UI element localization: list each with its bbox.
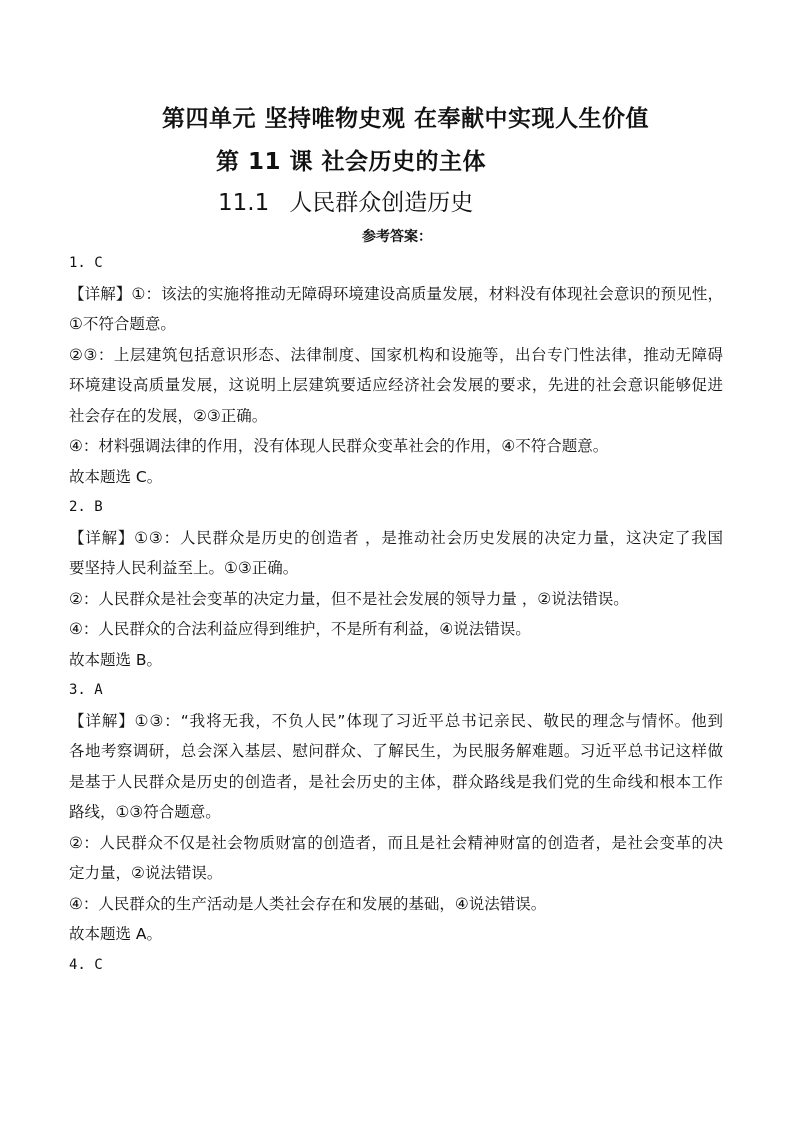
explanation-line: 社会存在的发展，②③正确。: [69, 406, 268, 425]
question-number: 4. C: [69, 956, 103, 973]
explanation-line: ②③：上层建筑包括意识形态、法律制度、国家机构和设施等，出台专门性法律，推动无障碍: [69, 345, 723, 364]
explanation-line: ②：人民群众是社会变革的决定力量，但不是社会发展的领导力量 ，②说法错误。: [69, 589, 629, 608]
explanation-line: ④：人民群众的生产活动是人类社会存在和发展的基础，④说法错误。: [69, 894, 547, 913]
answers-content: [69, 248, 723, 980]
answer-key-label: 参考答案：: [362, 229, 432, 245]
explanation-line: 【详解】①③：人民群众是历史的创造者 ，是推动社会历史发展的决定力量，这决定了我国: [69, 528, 723, 547]
explanation-line: ④：材料强调法律的作用，没有体现人民群众变革社会的作用，④不符合题意。: [69, 437, 609, 455]
explanation-line: 环境建设高质量发展，这说明上层建筑要适应经济社会发展的要求，先进的社会意识能够促进: [69, 376, 723, 394]
explanation-line: 【详解】①：该法的实施将推动无障碍环境建设高质量发展，材料没有体现社会意识的预见性，: [69, 284, 723, 303]
explanation-line: ④：人民群众的合法利益应得到维护，不是所有利益，④说法错误。: [69, 620, 531, 638]
unit-title: 第四单元 坚持唯物史观 在奉献中实现人生价值: [162, 106, 650, 132]
explanation-line: ②：人民群众不仅是社会物质财富的创造者，而且是社会精神财富的创造者，是社会变革的决: [69, 833, 723, 852]
explanation-line: 定力量，②说法错误。: [69, 864, 223, 882]
lesson-title: 第 11 课 社会历史的主体: [216, 149, 487, 175]
section-name: 人民群众创造历史: [289, 190, 474, 216]
explanation-line: 是基于人民群众是历史的创造者，是社会历史的主体，群众路线是我们党的生命线和根本工作: [69, 772, 723, 791]
conclusion-line: 故本题选 B。: [69, 650, 163, 669]
question-number: 2. B: [69, 499, 103, 515]
conclusion-line: 故本题选 C。: [69, 467, 163, 486]
question-number: 1. C: [69, 255, 103, 271]
explanation-line: 要坚持人民利益至上。①③正确。: [69, 559, 299, 577]
explanation-line: 【详解】①③：“我将无我，不负人民”体现了习近平总书记亲民、敬民的理念与情怀。他到: [69, 711, 723, 730]
section-number: 11.1: [218, 190, 270, 216]
explanation-line: 路线，①③符合题意。: [69, 803, 221, 821]
section-title: [218, 184, 473, 217]
explanation-line: ①不符合题意。: [69, 315, 176, 333]
explanation-line: 各地考察调研，总会深入基层、慰问群众、了解民生，为民服务解难题。习近平总书记这样做: [69, 742, 723, 760]
question-number: 3. A: [69, 682, 103, 698]
conclusion-line: 故本题选 A。: [69, 925, 163, 943]
